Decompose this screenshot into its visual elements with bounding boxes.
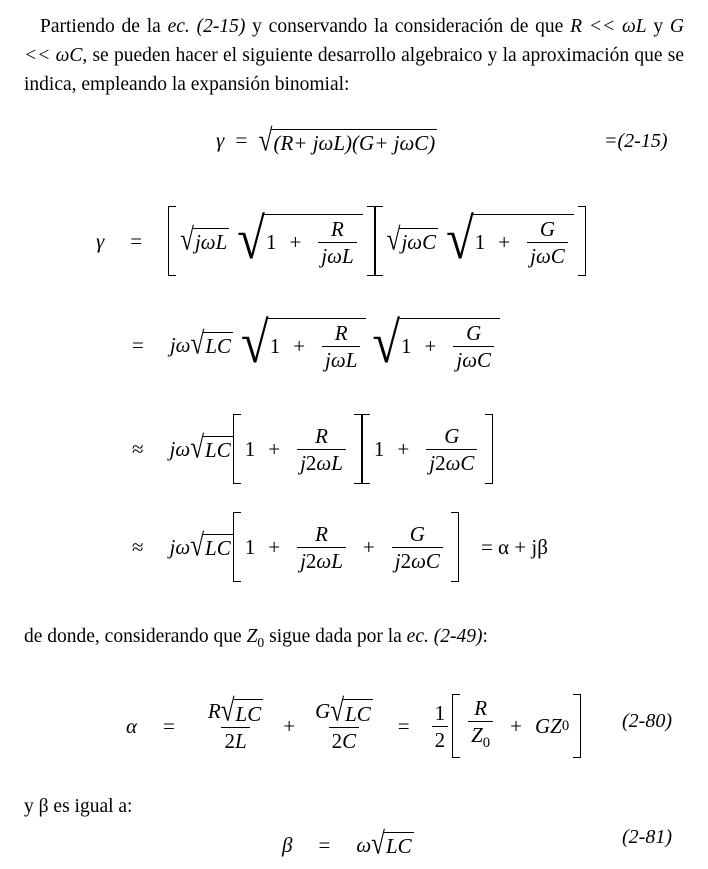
equation-tag: =(2-15): [604, 130, 668, 152]
equation-reference: ec. (2-15): [167, 16, 246, 37]
equation-line-1: γ = √ jωL √ 1 + $\frac{R}{\text{jωL}}$ √ jωC √ 1 + $\frac{G}{\text{jωC}}$: [96, 206, 586, 276]
equation-tag: (2-81): [622, 826, 672, 848]
equation-2-81: β = ω √ LC: [282, 827, 412, 862]
paragraph-2: de donde, considerando que $Z_0$ sigue dada por la ec. (2-49):: [24, 626, 488, 650]
equation-2-15: γ = √ (R+ jωL)(G+ jωC): [216, 124, 436, 158]
equation-2-80: α = R √ LC 2L + G √ LC 2C = $\frac{1}{2}$ $\frac{R}{Z_0}$ + GZ 0: [126, 694, 581, 758]
equation-line-3: ≈ jω √ LC 1 + $\frac{R}{j2\omega L}$ 1 + $\frac{G}{j2\omega C}$: [132, 414, 493, 484]
equation-reference: ec. (2-49): [406, 626, 483, 647]
paragraph-3: y β es igual a:: [24, 796, 133, 817]
equation-line-2: = jω √ LC √ 1 + $\frac{R}{\text{jωL}}$ √ 1 + $\frac{G}{\text{jωC}}$: [132, 310, 500, 380]
equation-line-4: ≈ jω √ LC 1 + $\frac{R}{j2\omega L}$ + $\frac{G}{j2\omega C}$ = α + jβ: [132, 512, 548, 582]
sqrt: √ (R+ jωL)(G+ jωC): [258, 124, 436, 158]
equation-tag: (2-80): [622, 710, 672, 732]
intro-paragraph: Partiendo de la ec. (2-15) y conservando la consideración de que R << ωL y G << ωC, se pueden hacer el siguiente desarrollo algebraico y la aproximación que se indica, empleando la expansión binomial:: [24, 16, 685, 95]
